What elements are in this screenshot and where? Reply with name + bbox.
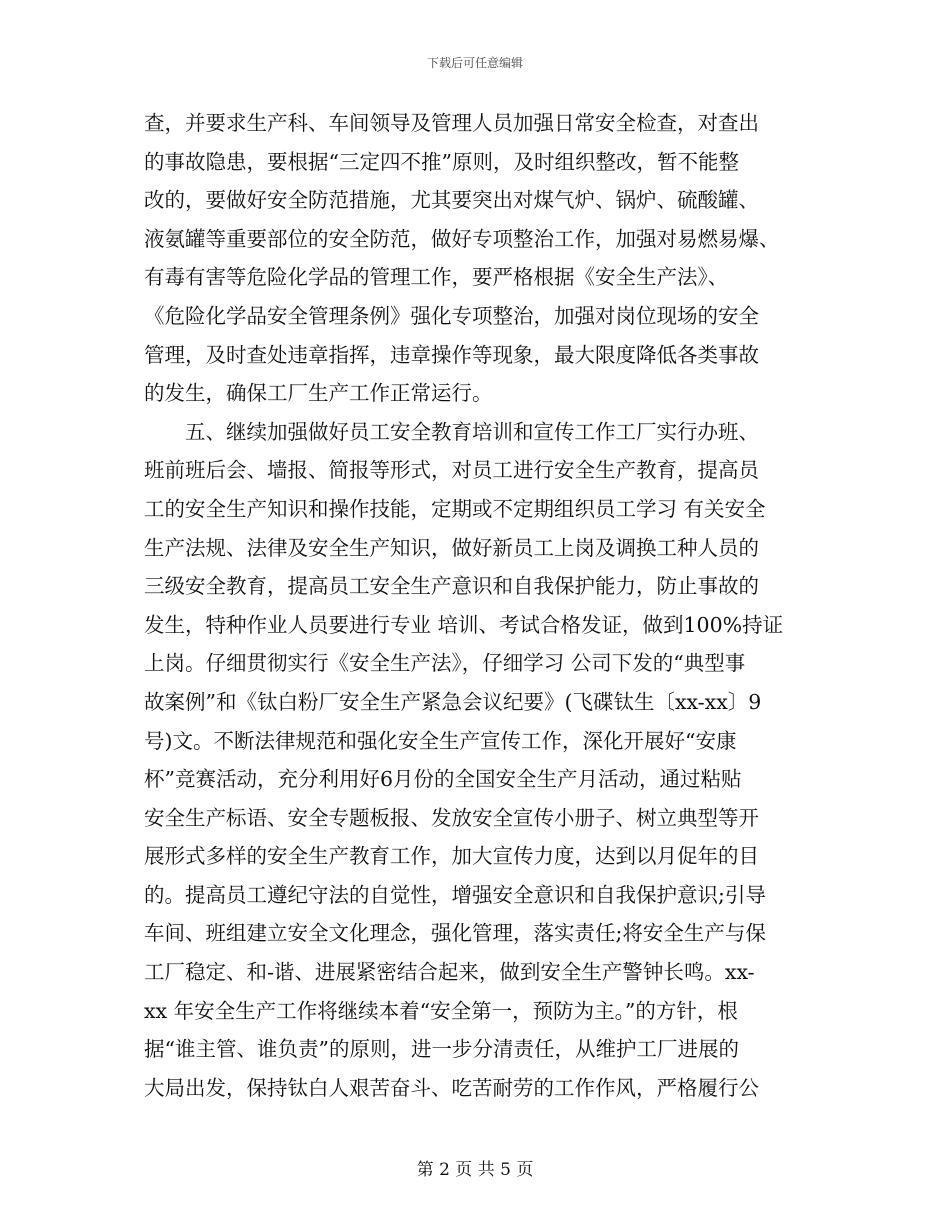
text-line: 车间、班组建立安全文化理念，强化管理，落实责任;将安全生产与保: [144, 921, 766, 946]
text-line: 杯”竞赛活动，充分利用好6月份的全国安全生产月活动，通过粘贴: [144, 767, 742, 792]
text-line: 的。提高员工遵纪守法的自觉性，增强安全意识和自我保护意识;引导: [144, 882, 766, 907]
page-number-footer: 第 2 页 共 5 页: [416, 1160, 534, 1180]
text-line: 的事故隐患，要根据“三定四不推”原则，及时组织整改，暂不能整: [144, 149, 739, 174]
text-line: 改的，要做好安全防范措施，尤其要突出对煤气炉、锅炉、硫酸罐、: [144, 188, 759, 213]
text-line: 《危险化学品安全管理条例》强化专项整治，加强对岗位现场的安全: [144, 303, 759, 328]
text-line: 的发生，确保工厂生产工作正常运行。: [144, 381, 493, 406]
text-line: 安全生产标语、安全专题板报、发放安全宣传小册子、树立典型等开: [144, 805, 759, 830]
text-line: 有毒有害等危险化学品的管理工作，要严格根据《安全生产法》、: [144, 265, 729, 290]
text-line: 据“谁主管、谁负责”的原则，进一步分清责任，从维护工厂进展的: [144, 1037, 739, 1062]
body-text: [144, 104, 812, 1107]
text-line: 生产法规、法律及安全生产知识，做好新员工上岗及调换工种人员的: [144, 535, 759, 560]
text-line: 工的安全生产知识和操作技能，定期或不定期组织员工学习 有关安全: [144, 496, 766, 521]
text-line: 工厂稳定、和-谐、进展紧密结合起来，做到安全生产警钟长鸣。xx-: [144, 960, 755, 985]
text-line: 号)文。不断法律规范和强化安全生产宣传工作，深化开展好“安康: [144, 728, 737, 753]
text-line: 液氨罐等重要部位的安全防范，做好专项整治工作，加强对易燃易爆、: [144, 226, 780, 251]
text-line: 展形式多样的安全生产教育工作，加大宣传力度，达到以月促年的目: [144, 844, 759, 869]
text-line: 发生，特种作业人员要进行专业 培训、考试合格发证，做到100%持证: [144, 612, 784, 637]
text-line: 班前班后会、墙报、简报等形式，对员工进行安全生产教育，提高员: [144, 458, 759, 483]
text-line: xx 年安全生产工作将继续本着“安全第一，预防为主。”的方针，根: [144, 998, 738, 1023]
text-line: 大局出发，保持钛白人艰苦奋斗、吃苦耐劳的工作作风，严格履行公: [144, 1075, 759, 1100]
page-header: 下载后可任意编辑: [426, 56, 523, 70]
text-line: 故案例”和《钛白粉厂安全生产紧急会议纪要》(飞碟钛生〔xx-xx〕9: [144, 689, 762, 714]
paragraph-heading-line: 五、继续加强做好员工安全教育培训和宣传工作工厂实行办班、: [185, 419, 759, 444]
text-line: 管理，及时查处违章指挥，违章操作等现象，最大限度降低各类事故: [144, 342, 759, 367]
text-line: 三级安全教育，提高员工安全生产意识和自我保护能力，防止事故的: [144, 574, 759, 599]
text-line: 上岗。仔细贯彻实行《安全生产法》，仔细学习 公司下发的“典型事: [144, 651, 746, 676]
text-line: 查，并要求生产科、车间领导及管理人员加强日常安全检查，对查出: [144, 111, 759, 135]
